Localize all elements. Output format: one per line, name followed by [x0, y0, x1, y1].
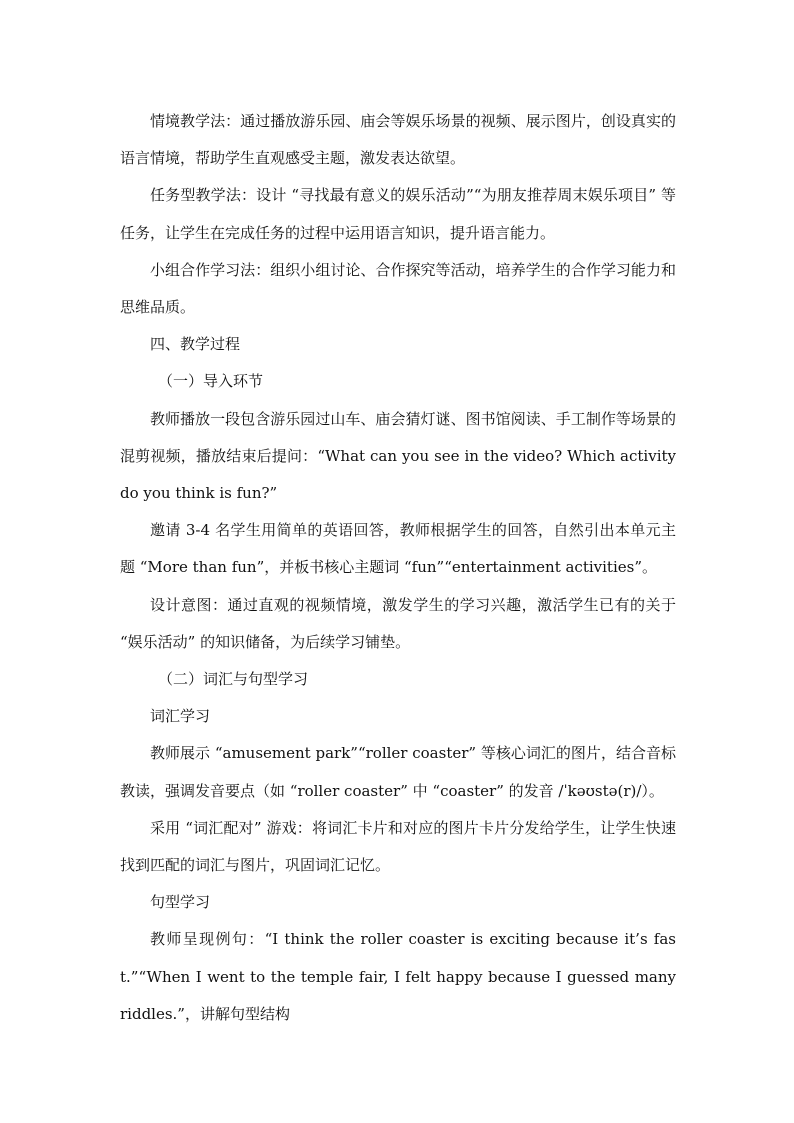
paragraph-situational-method: 情境教学法：通过播放游乐园、庙会等娱乐场景的视频、展示图片，创设真实的语言情境，帮助学生直观感受主题，激发表达欲望。 — [120, 112, 676, 168]
document-body — [120, 103, 676, 1033]
paragraph-student-answers: 邀请 3-4 名学生用简单的英语回答，教师根据学生的回答，自然引出本单元主题 “More than fun”，并板书核心主题词 “fun”“entertainment activities”。 — [120, 521, 676, 577]
paragraph-task-based-method: 任务型教学法：设计 “寻找最有意义的娱乐活动”“为朋友推荐周末娱乐项目” 等任务，让学生在完成任务的过程中运用语言知识，提升语言能力。 — [120, 186, 676, 242]
paragraph-video-intro: 教师播放一段包含游乐园过山车、庙会猜灯谜、图书馆阅读、手工制作等场景的混剪视频，播放结束后提问：“What can you see in the video? Which activity do you think is fun?” — [120, 409, 676, 503]
heading-sentence-learning: 句型学习 — [150, 893, 211, 912]
paragraph-vocab-pictures: 教师展示 “amusement park”“roller coaster” 等核心词汇的图片，结合音标教读，强调发音要点（如 “roller coaster” 中 “coaster” 的发音 /ˈkəʊstə(r)/）。 — [120, 744, 676, 800]
paragraph-example-sentences: 教师呈现例句：“I think the roller coaster is exciting because it’s fast.”“When I went to the temple fair, I felt happy because I guessed many riddles.”，讲解句型结构 — [120, 930, 676, 1023]
section-heading-teaching-process: 四、教学过程 — [150, 335, 241, 354]
paragraph-design-intent: 设计意图：通过直观的视频情境，激发学生的学习兴趣，激活学生已有的关于 “娱乐活动” 的知识储备，为后续学习铺垫。 — [120, 595, 676, 651]
subsection-heading-vocab-sentence: （二）词汇与句型学习 — [158, 670, 309, 689]
paragraph-group-cooperation-method: 小组合作学习法：组织小组讨论、合作探究等活动，培养学生的合作学习能力和思维品质。 — [120, 260, 676, 317]
paragraph-vocab-matching-game: 采用 “词汇配对” 游戏：将词汇卡片和对应的图片卡片分发给学生，让学生快速找到匹配的词汇与图片，巩固词汇记忆。 — [120, 818, 676, 875]
subsection-heading-lead-in: （一）导入环节 — [158, 372, 264, 391]
heading-vocabulary-learning: 词汇学习 — [150, 707, 211, 726]
